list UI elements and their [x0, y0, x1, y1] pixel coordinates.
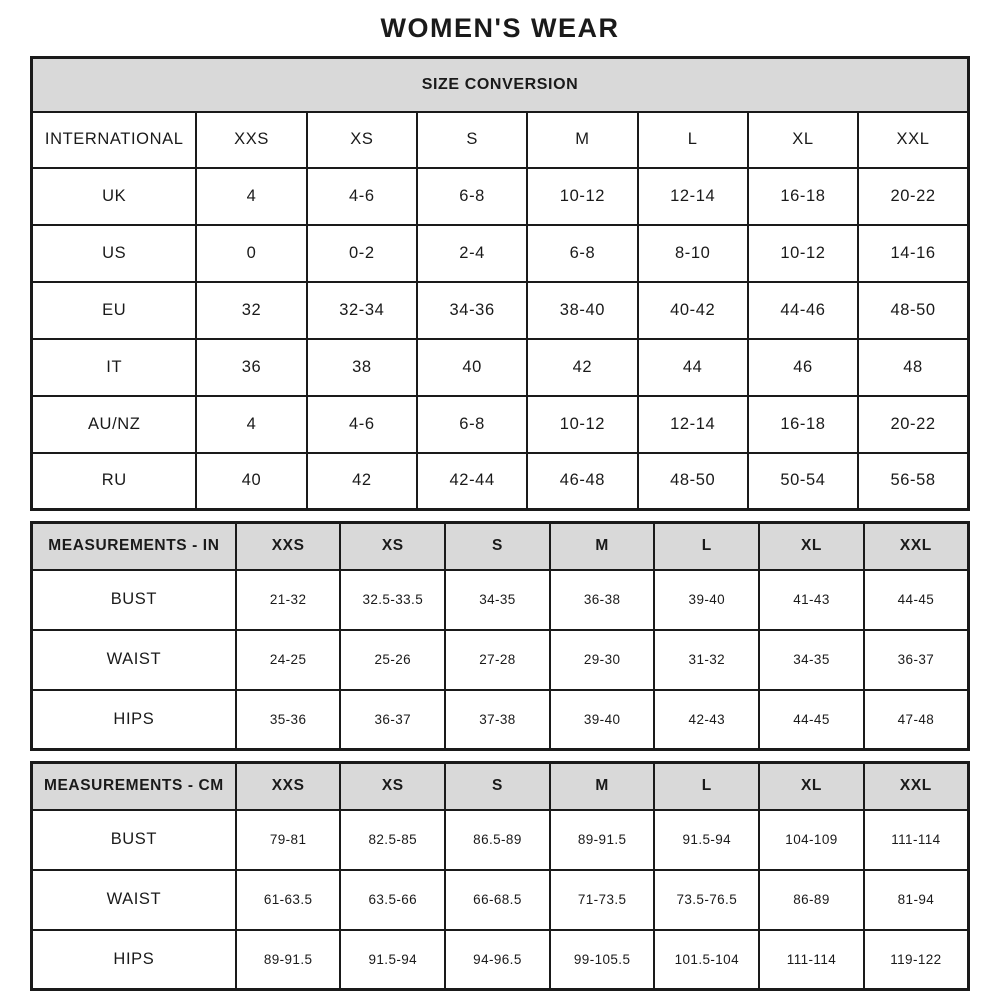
measurements-cm-table: [30, 761, 970, 991]
row-label: WAIST: [32, 630, 236, 690]
value-cell: 41-43: [759, 570, 864, 630]
value-cell: 34-36: [417, 282, 527, 339]
value-cell: 48: [858, 339, 968, 396]
header-row: [32, 112, 969, 168]
size-column-header: L: [654, 523, 759, 570]
table-row: [32, 690, 969, 750]
size-column-header: M: [550, 523, 655, 570]
size-column-header: XL: [759, 763, 864, 810]
value-cell: 89-91.5: [236, 930, 341, 990]
value-cell: 2-4: [417, 225, 527, 282]
size-column-header: XXS: [196, 112, 306, 168]
value-cell: 4: [196, 168, 306, 225]
value-cell: 4: [196, 396, 306, 453]
value-cell: 6-8: [417, 396, 527, 453]
value-cell: 42-44: [417, 453, 527, 510]
value-cell: 31-32: [654, 630, 759, 690]
size-column-header: XL: [748, 112, 858, 168]
value-cell: 32-34: [307, 282, 417, 339]
value-cell: 46: [748, 339, 858, 396]
value-cell: 61-63.5: [236, 870, 341, 930]
table-row: [32, 225, 969, 282]
value-cell: 29-30: [550, 630, 655, 690]
value-cell: 38: [307, 339, 417, 396]
value-cell: 111-114: [864, 810, 969, 870]
value-cell: 10-12: [527, 168, 637, 225]
value-cell: 91.5-94: [340, 930, 445, 990]
size-column-header: L: [654, 763, 759, 810]
value-cell: 34-35: [759, 630, 864, 690]
value-cell: 94-96.5: [445, 930, 550, 990]
value-cell: 4-6: [307, 396, 417, 453]
value-cell: 50-54: [748, 453, 858, 510]
value-cell: 16-18: [748, 168, 858, 225]
table-title-row: [32, 58, 969, 112]
size-column-header: XXS: [236, 523, 341, 570]
header-row: [32, 763, 969, 810]
size-column-header: XS: [340, 763, 445, 810]
value-cell: 42-43: [654, 690, 759, 750]
table-row: [32, 168, 969, 225]
value-cell: 99-105.5: [550, 930, 655, 990]
value-cell: 38-40: [527, 282, 637, 339]
value-cell: 6-8: [417, 168, 527, 225]
value-cell: 35-36: [236, 690, 341, 750]
row-label: BUST: [32, 810, 236, 870]
value-cell: 63.5-66: [340, 870, 445, 930]
row-label: RU: [32, 453, 197, 510]
value-cell: 0-2: [307, 225, 417, 282]
row-label: HIPS: [32, 690, 236, 750]
value-cell: 6-8: [527, 225, 637, 282]
value-cell: 36-38: [550, 570, 655, 630]
row-label: US: [32, 225, 197, 282]
value-cell: 4-6: [307, 168, 417, 225]
size-column-header: M: [527, 112, 637, 168]
table-row: [32, 810, 969, 870]
value-cell: 44-46: [748, 282, 858, 339]
row-label: EU: [32, 282, 197, 339]
size-column-header: XXL: [864, 763, 969, 810]
value-cell: 47-48: [864, 690, 969, 750]
value-cell: 8-10: [638, 225, 748, 282]
value-cell: 34-35: [445, 570, 550, 630]
header-row: [32, 523, 969, 570]
value-cell: 89-91.5: [550, 810, 655, 870]
value-cell: 10-12: [748, 225, 858, 282]
value-cell: 71-73.5: [550, 870, 655, 930]
row-label: HIPS: [32, 930, 236, 990]
table-row: [32, 339, 969, 396]
value-cell: 119-122: [864, 930, 969, 990]
row-header-label: MEASUREMENTS - CM: [32, 763, 236, 810]
size-column-header: XXS: [236, 763, 341, 810]
value-cell: 12-14: [638, 168, 748, 225]
value-cell: 32: [196, 282, 306, 339]
table-row: [32, 930, 969, 990]
value-cell: 10-12: [527, 396, 637, 453]
value-cell: 104-109: [759, 810, 864, 870]
value-cell: 42: [527, 339, 637, 396]
value-cell: 86-89: [759, 870, 864, 930]
value-cell: 91.5-94: [654, 810, 759, 870]
value-cell: 39-40: [654, 570, 759, 630]
size-column-header: S: [417, 112, 527, 168]
value-cell: 40: [417, 339, 527, 396]
value-cell: 21-32: [236, 570, 341, 630]
value-cell: 44-45: [864, 570, 969, 630]
value-cell: 36: [196, 339, 306, 396]
size-column-header: XXL: [864, 523, 969, 570]
value-cell: 101.5-104: [654, 930, 759, 990]
value-cell: 12-14: [638, 396, 748, 453]
value-cell: 16-18: [748, 396, 858, 453]
size-column-header: XS: [307, 112, 417, 168]
value-cell: 66-68.5: [445, 870, 550, 930]
row-label: BUST: [32, 570, 236, 630]
table-row: [32, 453, 969, 510]
value-cell: 40: [196, 453, 306, 510]
value-cell: 48-50: [858, 282, 968, 339]
value-cell: 46-48: [527, 453, 637, 510]
value-cell: 81-94: [864, 870, 969, 930]
value-cell: 111-114: [759, 930, 864, 990]
size-column-header: XS: [340, 523, 445, 570]
size-column-header: S: [445, 763, 550, 810]
value-cell: 27-28: [445, 630, 550, 690]
page-title: WOMEN'S WEAR: [380, 13, 620, 43]
table-row: [32, 870, 969, 930]
value-cell: 37-38: [445, 690, 550, 750]
value-cell: 36-37: [864, 630, 969, 690]
size-column-header: L: [638, 112, 748, 168]
value-cell: 56-58: [858, 453, 968, 510]
value-cell: 82.5-85: [340, 810, 445, 870]
value-cell: 36-37: [340, 690, 445, 750]
value-cell: 42: [307, 453, 417, 510]
table-row: [32, 570, 969, 630]
row-header-label: MEASUREMENTS - IN: [32, 523, 236, 570]
size-column-header: S: [445, 523, 550, 570]
row-header-label: INTERNATIONAL: [32, 112, 197, 168]
value-cell: 24-25: [236, 630, 341, 690]
value-cell: 20-22: [858, 396, 968, 453]
value-cell: 79-81: [236, 810, 341, 870]
row-label: AU/NZ: [32, 396, 197, 453]
value-cell: 48-50: [638, 453, 748, 510]
table-title: SIZE CONVERSION: [32, 58, 969, 112]
value-cell: 40-42: [638, 282, 748, 339]
value-cell: 44-45: [759, 690, 864, 750]
value-cell: 25-26: [340, 630, 445, 690]
value-cell: 0: [196, 225, 306, 282]
value-cell: 44: [638, 339, 748, 396]
measurements-in-table: [30, 521, 970, 751]
value-cell: 39-40: [550, 690, 655, 750]
size-column-header: XL: [759, 523, 864, 570]
table-row: [32, 630, 969, 690]
table-row: [32, 396, 969, 453]
size-column-header: XXL: [858, 112, 968, 168]
value-cell: 32.5-33.5: [340, 570, 445, 630]
row-label: UK: [32, 168, 197, 225]
value-cell: 20-22: [858, 168, 968, 225]
value-cell: 14-16: [858, 225, 968, 282]
value-cell: 86.5-89: [445, 810, 550, 870]
row-label: IT: [32, 339, 197, 396]
table-row: [32, 282, 969, 339]
size-conversion-table: [30, 56, 970, 511]
row-label: WAIST: [32, 870, 236, 930]
size-column-header: M: [550, 763, 655, 810]
value-cell: 73.5-76.5: [654, 870, 759, 930]
